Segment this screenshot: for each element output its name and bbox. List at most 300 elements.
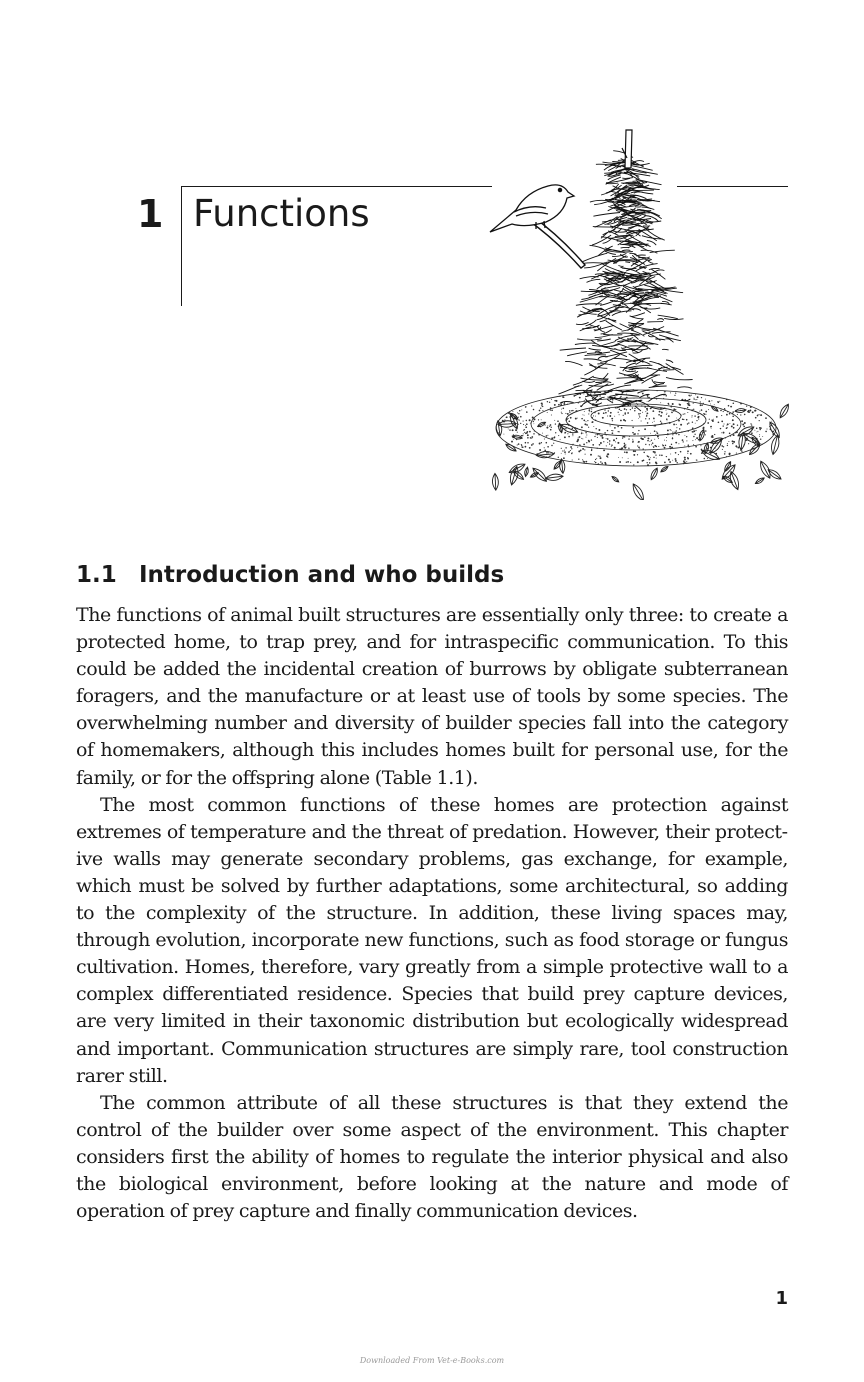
stipple-dot <box>729 413 731 415</box>
stipple-dot <box>551 437 553 439</box>
stipple-dot <box>638 442 639 443</box>
stipple-dot <box>726 456 727 457</box>
stipple-dot <box>555 432 556 433</box>
nest-twig <box>589 384 614 386</box>
stipple-dot <box>568 418 569 419</box>
stipple-dot <box>661 422 663 424</box>
stipple-dot <box>531 444 533 446</box>
page-number: 1 <box>775 1288 788 1309</box>
stipple-dot <box>531 438 532 439</box>
stipple-dot <box>672 431 673 432</box>
nest-twig <box>649 386 667 388</box>
stipple-dot <box>603 450 605 452</box>
stipple-dot <box>674 395 675 396</box>
stipple-dot <box>597 437 598 438</box>
stipple-dot <box>636 403 637 404</box>
stipple-dot <box>621 427 623 429</box>
stipple-dot <box>723 446 724 447</box>
nest-twig <box>631 313 645 317</box>
stipple-dot <box>654 421 655 422</box>
stipple-dot <box>662 445 664 447</box>
stipple-dot <box>570 450 571 451</box>
stipple-dot <box>539 410 541 412</box>
stipple-dot <box>741 420 743 422</box>
stipple-dot <box>700 404 702 406</box>
stipple-dot <box>524 432 525 433</box>
stipple-dot <box>692 431 694 433</box>
stipple-dot <box>595 462 597 464</box>
stipple-dot <box>596 428 597 429</box>
stipple-dot <box>620 420 622 422</box>
stipple-dot <box>637 454 638 455</box>
stipple-dot <box>534 431 535 432</box>
twig-nest <box>559 151 693 411</box>
stipple-dot <box>572 435 573 436</box>
stipple-dot <box>693 430 695 432</box>
stipple-dot <box>539 449 541 451</box>
stipple-dot <box>705 411 707 413</box>
stipple-dot <box>649 418 650 419</box>
stipple-dot <box>654 425 655 426</box>
stipple-dot <box>733 427 735 429</box>
stipple-dot <box>721 432 722 433</box>
stipple-dot <box>580 445 581 446</box>
stipple-dot <box>691 417 692 418</box>
stipple-dot <box>693 436 695 438</box>
stipple-dot <box>676 427 677 428</box>
stipple-dot <box>582 433 583 434</box>
stipple-dot <box>532 417 534 419</box>
stipple-dot <box>695 423 696 424</box>
stipple-dot <box>693 444 694 445</box>
stipple-dot <box>723 411 724 412</box>
stipple-dot <box>522 446 524 448</box>
stipple-dot <box>605 434 606 435</box>
stipple-dot <box>582 448 584 450</box>
nest-twig <box>593 213 620 217</box>
stipple-dot <box>591 448 592 449</box>
stipple-dot <box>714 434 715 435</box>
stipple-dot <box>586 421 587 422</box>
stipple-dot <box>553 443 554 444</box>
stipple-dot <box>554 420 555 421</box>
stipple-dot <box>669 446 671 448</box>
stipple-dot <box>572 459 573 460</box>
stipple-dot <box>639 415 640 416</box>
stipple-dot <box>661 454 663 456</box>
stipple-dot <box>724 437 725 438</box>
stipple-dot <box>713 419 714 420</box>
stipple-dot <box>581 433 582 434</box>
body-text <box>76 602 788 1225</box>
stipple-dot <box>675 452 677 454</box>
paragraph-1: The functions of animal built structures are essentially only three: to create a protected home, to trap prey, and for intraspecific communication. To this could be added the incidental creation of burrows by obligate subterranean foragers, and the manufacture or at least use of tools by some species. The overwhelming number and diversity of builder species fall into the category of homemakers, although this includes homes built for personal use, for the family, or for the offspring alone (Table 1.1). <box>76 604 788 789</box>
stipple-dot <box>659 411 661 413</box>
stipple-dot <box>544 449 546 451</box>
stipple-dot <box>711 419 713 421</box>
stipple-dot <box>698 419 699 420</box>
stipple-dot <box>653 457 654 458</box>
stipple-dot <box>647 422 649 424</box>
stipple-dot <box>732 419 734 421</box>
stipple-dot <box>658 446 659 447</box>
stipple-dot <box>727 411 728 412</box>
stipple-dot <box>633 464 634 465</box>
stipple-dot <box>737 447 739 449</box>
stipple-dot <box>579 401 580 402</box>
leaf <box>531 466 549 484</box>
stipple-dot <box>612 399 614 401</box>
stipple-dot <box>602 437 604 439</box>
stipple-dot <box>695 446 697 448</box>
leaf <box>545 473 563 481</box>
stipple-dot <box>645 449 646 450</box>
stipple-dot <box>640 437 642 439</box>
stipple-dot <box>654 445 656 447</box>
stipple-dot <box>644 406 646 408</box>
stipple-dot <box>704 458 706 460</box>
stipple-dot <box>670 392 671 393</box>
stipple-dot <box>517 444 518 445</box>
nest-twig <box>597 384 609 391</box>
stipple-dot <box>765 417 767 419</box>
stipple-dot <box>561 453 562 454</box>
stipple-dot <box>655 454 656 455</box>
stipple-dot <box>694 434 695 435</box>
stipple-dot <box>626 409 627 410</box>
stipple-dot <box>643 448 644 449</box>
stipple-dot <box>567 433 568 434</box>
stipple-dot <box>732 443 734 445</box>
stipple-dot <box>611 446 612 447</box>
stipple-dot <box>720 410 722 412</box>
stipple-dot <box>586 437 587 438</box>
stipple-dot <box>771 421 772 422</box>
section-number: 1.1 <box>76 562 117 588</box>
stipple-dot <box>683 441 684 442</box>
stipple-dot <box>519 410 520 411</box>
stipple-dot <box>720 428 721 429</box>
stipple-dot <box>632 407 634 409</box>
stipple-dot <box>711 435 713 437</box>
stipple-dot <box>549 402 550 403</box>
stipple-dot <box>541 419 542 420</box>
stipple-dot <box>648 397 650 399</box>
stipple-dot <box>551 445 552 446</box>
stipple-dot <box>634 433 636 435</box>
stipple-dot <box>612 420 613 421</box>
stipple-dot <box>674 432 676 434</box>
stipple-dot <box>526 411 528 413</box>
stipple-dot <box>685 462 686 463</box>
stipple-dot <box>541 442 542 443</box>
stipple-dot <box>546 435 548 437</box>
stipple-dot <box>711 428 712 429</box>
stipple-dot <box>619 431 620 432</box>
stipple-dot <box>735 432 737 434</box>
stipple-dot <box>669 461 671 463</box>
stipple-dot <box>618 457 619 458</box>
stipple-dot <box>625 444 626 445</box>
stipple-dot <box>708 409 709 410</box>
stipple-dot <box>591 417 593 419</box>
stipple-dot <box>572 410 573 411</box>
stipple-dot <box>716 416 718 418</box>
leaf <box>492 473 499 490</box>
stipple-dot <box>683 414 684 415</box>
stipple-dot <box>656 398 658 400</box>
stipple-dot <box>641 420 642 421</box>
nest-twig <box>597 364 615 366</box>
stipple-dot <box>521 435 522 436</box>
stipple-dot <box>585 461 587 463</box>
nest-twig <box>598 357 608 360</box>
stipple-dot <box>565 447 566 448</box>
stipple-dot <box>586 442 587 443</box>
stipple-dot <box>579 397 580 398</box>
stipple-dot <box>722 445 723 446</box>
stipple-dot <box>551 414 552 415</box>
leaf <box>630 482 646 500</box>
stipple-dot <box>688 402 690 404</box>
stipple-dot <box>568 451 570 453</box>
stipple-dot <box>608 410 609 411</box>
stipple-dot <box>595 419 597 421</box>
stipple-dot <box>695 439 696 440</box>
stipple-dot <box>508 413 509 414</box>
stipple-dot <box>657 436 659 438</box>
stipple-dot <box>703 403 704 404</box>
stipple-dot <box>653 447 654 448</box>
stipple-dot <box>707 422 709 424</box>
stipple-dot <box>545 425 546 426</box>
stipple-dot <box>649 459 651 461</box>
stipple-dot <box>654 430 656 432</box>
nest-twig <box>559 386 580 394</box>
stipple-dot <box>577 428 578 429</box>
stipple-dot <box>667 420 668 421</box>
stipple-dot <box>601 435 603 437</box>
stipple-dot <box>746 405 747 406</box>
stipple-dot <box>694 415 695 416</box>
stipple-dot <box>544 447 545 448</box>
stipple-dot <box>697 417 699 419</box>
stipple-dot <box>664 440 665 441</box>
stipple-dot <box>737 425 738 426</box>
stipple-dot <box>645 411 646 412</box>
stipple-dot <box>735 445 737 447</box>
stipple-dot <box>692 440 693 441</box>
stipple-dot <box>615 441 616 442</box>
stipple-dot <box>585 454 586 455</box>
leaf <box>611 475 620 483</box>
stipple-dot <box>547 446 549 448</box>
stipple-dot <box>581 426 583 428</box>
stipple-dot <box>517 432 518 433</box>
stipple-dot <box>590 454 592 456</box>
stipple-dot <box>647 401 648 402</box>
stipple-dot <box>646 415 647 416</box>
stipple-dot <box>686 419 688 421</box>
stipple-dot <box>670 406 672 408</box>
stipple-dot <box>585 432 586 433</box>
stipple-dot <box>511 441 513 443</box>
stipple-dot <box>529 431 531 433</box>
stipple-dot <box>639 448 640 449</box>
stipple-dot <box>668 459 670 461</box>
stipple-dot <box>607 430 608 431</box>
nest-twig <box>603 373 608 379</box>
stipple-dot <box>671 447 673 449</box>
stipple-dot <box>642 438 644 440</box>
stipple-dot <box>693 398 694 399</box>
stipple-dot <box>666 456 667 457</box>
nest-twig <box>567 352 587 356</box>
stipple-dot <box>610 425 611 426</box>
stipple-dot <box>589 411 590 412</box>
stipple-dot <box>654 439 655 440</box>
stipple-dot <box>675 458 677 460</box>
stipple-dot <box>649 444 650 445</box>
stipple-dot <box>568 436 570 438</box>
stipple-dot <box>621 410 622 411</box>
stipple-dot <box>748 443 749 444</box>
stipple-dot <box>697 396 699 398</box>
stipple-dot <box>598 429 600 431</box>
stipple-dot <box>666 437 667 438</box>
stipple-dot <box>541 403 543 405</box>
nest-twig <box>618 266 623 267</box>
stipple-dot <box>591 408 592 409</box>
stipple-dot <box>647 455 649 457</box>
stipple-dot <box>684 435 685 436</box>
stipple-dot <box>730 435 731 436</box>
stipple-dot <box>717 401 719 403</box>
stipple-dot <box>619 408 621 410</box>
stipple-dot <box>564 451 566 453</box>
stipple-dot <box>575 427 576 428</box>
stipple-dot <box>558 435 559 436</box>
stipple-dot <box>696 420 697 421</box>
stipple-dot <box>583 420 585 422</box>
stipple-dot <box>726 414 728 416</box>
stipple-dot <box>676 430 677 431</box>
stipple-dot <box>561 413 562 414</box>
stipple-dot <box>677 462 678 463</box>
stipple-dot <box>680 424 682 426</box>
stipple-dot <box>660 402 661 403</box>
stipple-dot <box>658 438 659 439</box>
stipple-dot <box>504 419 505 420</box>
stipple-dot <box>724 453 726 455</box>
stipple-dot <box>754 410 756 412</box>
stipple-dot <box>525 425 526 426</box>
leaf <box>710 405 719 413</box>
stipple-dot <box>561 409 562 410</box>
stipple-dot <box>577 439 579 441</box>
stipple-dot <box>644 437 645 438</box>
stipple-dot <box>609 440 611 442</box>
stipple-dot <box>748 411 750 413</box>
stipple-dot <box>625 412 626 413</box>
stipple-dot <box>676 418 677 419</box>
stipple-dot <box>704 443 705 444</box>
stipple-dot <box>550 409 551 410</box>
stipple-dot <box>655 462 657 464</box>
stipple-dot <box>551 427 552 428</box>
stipple-dot <box>638 447 640 449</box>
stipple-dot <box>527 437 529 439</box>
stipple-dot <box>564 436 566 438</box>
stipple-dot <box>598 455 599 456</box>
stipple-dot <box>567 413 569 415</box>
stipple-dot <box>619 448 620 449</box>
stipple-dot <box>762 436 763 437</box>
stipple-dot <box>670 448 671 449</box>
stipple-dot <box>610 398 612 400</box>
stipple-dot <box>533 421 534 422</box>
stipple-dot <box>687 403 688 404</box>
stipple-dot <box>733 434 735 436</box>
stipple-dot <box>533 433 534 434</box>
stipple-dot <box>682 439 684 441</box>
stipple-dot <box>671 430 672 431</box>
stipple-dot <box>667 433 669 435</box>
stipple-dot <box>683 463 685 465</box>
chapter-number: 1 <box>137 192 164 236</box>
stipple-dot <box>544 438 545 439</box>
stipple-dot <box>530 437 532 439</box>
nest-twig <box>612 311 632 316</box>
nest-twig <box>627 198 636 199</box>
stipple-dot <box>752 411 754 413</box>
stipple-dot <box>600 461 601 462</box>
stipple-dot <box>766 428 767 429</box>
leaf <box>495 420 502 436</box>
download-watermark: Downloaded From Vet-e-Books.com <box>359 1356 505 1365</box>
stipple-dot <box>601 463 603 465</box>
stipple-dot <box>579 444 580 445</box>
stipple-dot <box>641 405 643 407</box>
stipple-dot <box>682 418 684 420</box>
stipple-dot <box>689 404 691 406</box>
nest-twig <box>657 319 664 321</box>
stipple-dot <box>606 438 607 439</box>
stipple-dot <box>598 463 599 464</box>
stipple-dot <box>743 426 745 428</box>
stipple-dot <box>572 444 573 445</box>
stipple-dot <box>630 462 631 463</box>
stipple-dot <box>624 447 626 449</box>
stipple-dot <box>723 423 724 424</box>
stipple-dot <box>593 426 594 427</box>
stipple-dot <box>527 434 529 436</box>
stipple-dot <box>585 431 586 432</box>
stipple-dot <box>626 461 627 462</box>
stipple-dot <box>700 445 701 446</box>
leaf <box>508 461 527 475</box>
stipple-dot <box>761 444 762 445</box>
stipple-dot <box>750 423 751 424</box>
stipple-dot <box>642 393 644 395</box>
stipple-dot <box>751 424 752 425</box>
nest-twig <box>565 361 582 365</box>
stipple-dot <box>605 462 606 463</box>
nest-twig <box>628 229 653 231</box>
nest-twig <box>603 335 622 336</box>
stipple-dot <box>624 443 626 445</box>
leaf <box>722 475 733 484</box>
